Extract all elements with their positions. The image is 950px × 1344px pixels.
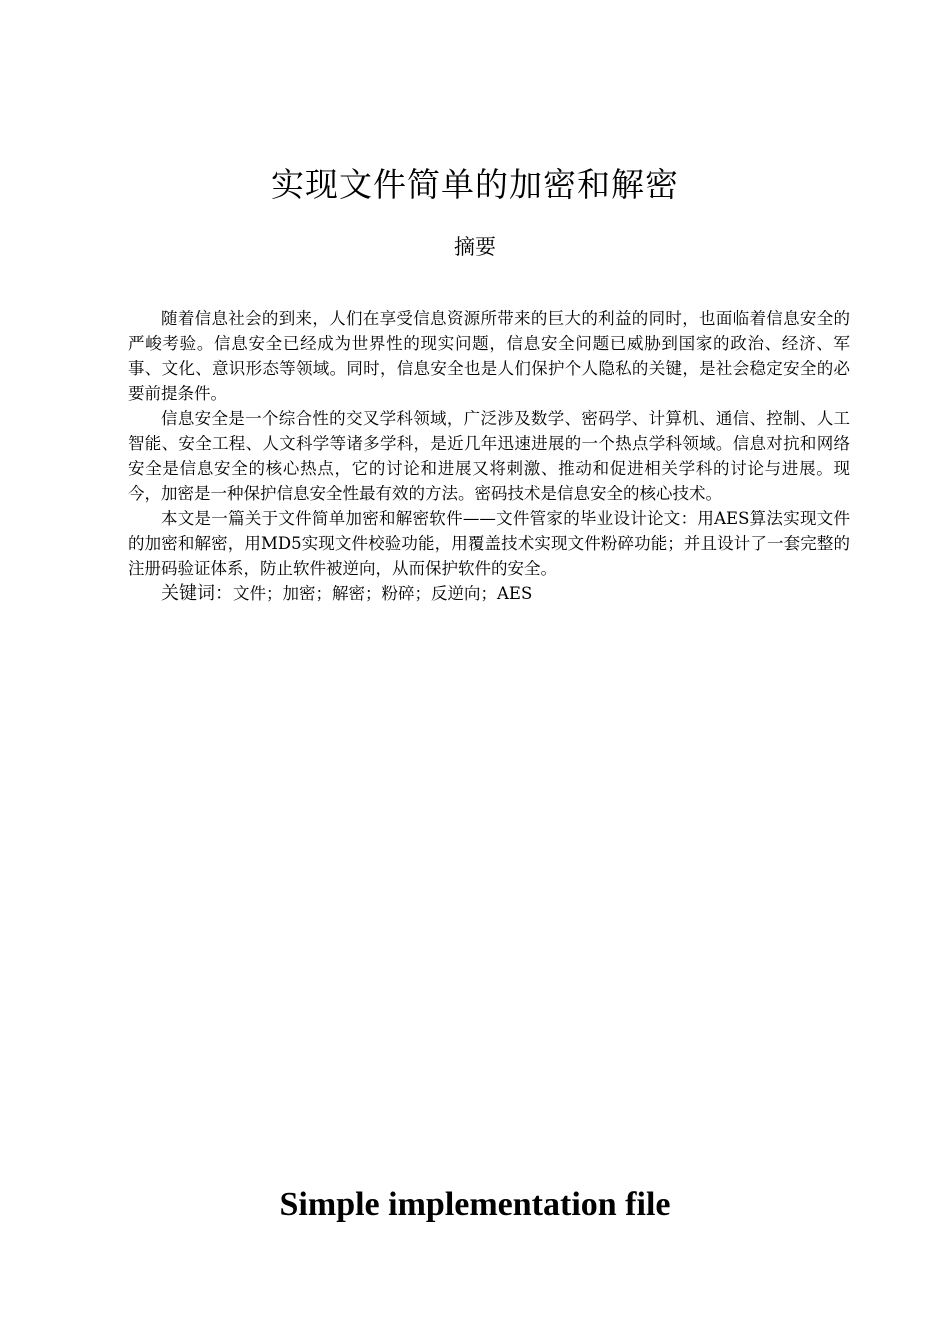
keywords-line [128, 581, 850, 606]
abstract-paragraph-3: 本文是一篇关于文件简单加密和解密软件——文件管家的毕业设计论文：用AES算法实现文件的加密和解密，用MD5实现文件校验功能，用覆盖技术实现文件粉碎功能；并且设计了一套完整的注册码验证体系，防止软件被逆向，从而保护软件的安全。 [128, 509, 850, 578]
abstract-paragraph-2: 信息安全是一个综合性的交叉学科领域，广泛涉及数学、密码学、计算机、通信、控制、人工智能、安全工程、人文科学等诸多学科，是近几年迅速进展的一个热点学科领域。信息对抗和网络安全是信息安全的核心热点，它的讨论和进展又将刺激、推动和促进相关学科的讨论与进展。现今，加密是一种保护信息安全性最有效的方法。密码技术是信息安全的核心技术。 [128, 409, 850, 503]
english-title: Simple implementation file [279, 1186, 671, 1223]
keywords-label: 关键词： [161, 583, 233, 604]
document-title: 实现文件简单的加密和解密 [271, 165, 679, 204]
abstract-heading: 摘要 [454, 235, 496, 259]
keywords-value: 文件；加密；解密；粉碎；反逆向；AES [233, 584, 533, 603]
abstract-paragraph-1: 随着信息社会的到来，人们在享受信息资源所带来的巨大的利益的同时，也面临着信息安全的严峻考验。信息安全已经成为世界性的现实问题，信息安全问题已威胁到国家的政治、经济、军事、文化、意识形态等领域。同时，信息安全也是人们保护个人隐私的关键，是社会稳定安全的必要前提条件。 [128, 309, 850, 403]
abstract-body [128, 306, 850, 606]
